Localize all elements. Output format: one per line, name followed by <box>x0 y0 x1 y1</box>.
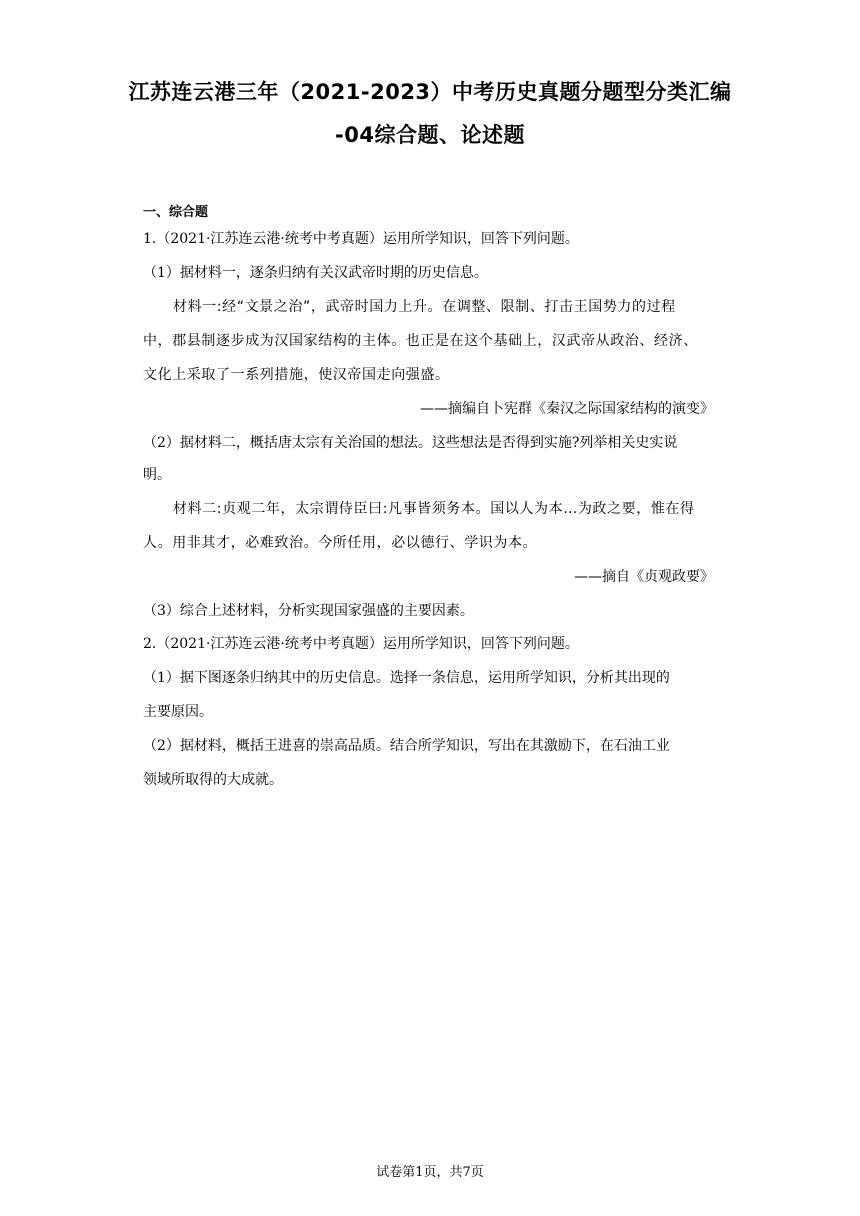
page-footer: 试卷第1页，共7页 <box>376 1165 484 1180</box>
material-2-line-2: 人。用非其才，必难致治。今所任用，必以德行、学识为本。 <box>143 535 538 551</box>
material-1-line-2: 中，郡县制逐步成为汉国家结构的主体。也正是在这个基础上，汉武帝从政治、经济、 <box>143 333 698 349</box>
material-1-line-1: 材料一:经“文景之治”，武帝时国力上升。在调整、限制、打击王国势力的过程 <box>173 299 676 315</box>
question-2-part-2-prompt-line-1: （2）据材料，概括王进喜的崇高品质。结合所学知识，写出在其激励下，在石油工业 <box>143 738 670 754</box>
question-2-part-1-prompt-line-1: （1）据下图逐条归纳其中的历史信息。选择一条信息，运用所学知识，分析其出现的 <box>143 670 670 686</box>
question-2-stem: 2.（2021·江苏连云港·统考中考真题）运用所学知识，回答下列问题。 <box>143 636 579 652</box>
question-1-part-2-prompt-line-2: 明。 <box>143 467 171 483</box>
material-2-line-1: 材料二:贞观二年，太宗谓侍臣曰:凡事皆须务本。国以人为本…为政之要，惟在得 <box>173 501 695 517</box>
section-heading: 一、综合题 <box>143 205 209 220</box>
question-2-part-1-prompt-line-2: 主要原因。 <box>143 704 213 720</box>
question-1-stem: 1.（2021·江苏连云港·统考中考真题）运用所学知识，回答下列问题。 <box>143 231 579 247</box>
question-1-part-2-prompt-line-1: （2）据材料二，概括唐太宗有关治国的想法。这些想法是否得到实施?列举相关史实说 <box>143 435 678 451</box>
material-1-source: ——摘编自卜宪群《秦汉之际国家结构的演变》 <box>420 401 714 417</box>
material-1-line-3: 文化上采取了一系列措施，使汉帝国走向强盛。 <box>143 367 450 383</box>
question-1-part-1-prompt: （1）据材料一，逐条归纳有关汉武帝时期的历史信息。 <box>143 265 488 281</box>
document-title-line-1: 江苏连云港三年（2021-2023）中考历史真题分题型分类汇编 <box>128 80 732 104</box>
question-1-part-3-prompt: （3）综合上述材料，分析实现国家强盛的主要因素。 <box>143 603 474 619</box>
material-2-source: ——摘自《贞观政要》 <box>574 569 714 585</box>
question-2-part-2-prompt-line-2: 领域所取得的大成就。 <box>143 772 283 788</box>
document-title-line-2: -04综合题、论述题 <box>335 123 525 147</box>
